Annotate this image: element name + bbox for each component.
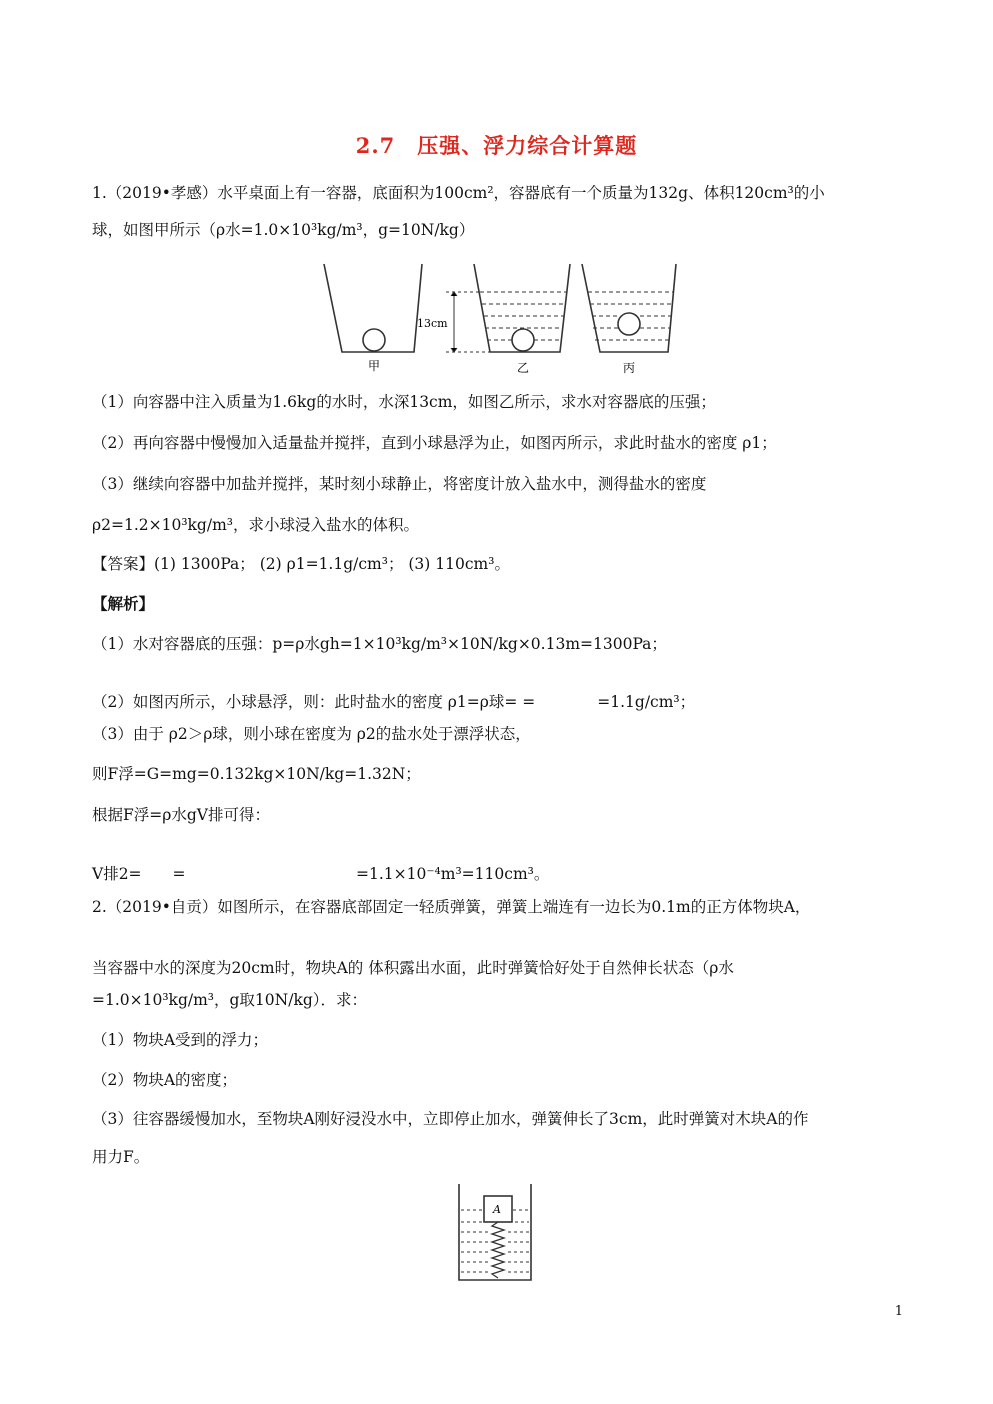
q1-part3-line1: （3）继续向容器中加盐并搅拌，某时刻小球静止，将密度计放入盐水中，测得盐水的密度: [92, 475, 707, 493]
depth-label: 13cm: [417, 317, 448, 330]
q1-answer: 【答案】(1) 1300Pa； (2) ρ1=1.1g/cm³； (3) 110cm³。: [92, 555, 510, 573]
container-yi: [474, 264, 570, 352]
q2-part1: （1）物块A受到的浮力；: [92, 1031, 269, 1049]
depth-marker: [446, 292, 490, 352]
page-number: 1: [894, 1304, 903, 1319]
q1-part3-line2: ρ2=1.2×10³kg/m³，求小球浸入盐水的体积。: [92, 516, 419, 534]
q2-figure: [455, 1182, 537, 1284]
q2-part3-line2: 用力F。: [92, 1148, 150, 1166]
q2-stem-line1: 2.（2019•自贡）如图所示，在容器底部固定一轻质弹簧，弹簧上端连有一边长为0.1m的正方体物块A，: [92, 898, 811, 916]
q2-stem-line3: =1.0×10³kg/m³，g取10N/kg）．求：: [92, 991, 368, 1009]
q2-part2: （2）物块A的密度；: [92, 1071, 238, 1089]
label-bing: 丙: [623, 361, 636, 375]
q1-figure: [318, 260, 690, 382]
q1-stem-line1: 1.（2019•孝感）水平桌面上有一容器，底面积为100cm²，容器底有一个质量为132g、体积120cm³的小: [92, 184, 825, 202]
container-jia: [324, 264, 422, 352]
water-yi: [480, 292, 566, 340]
q2-stem-line2: 当容器中水的深度为20cm时，物块A的 体积露出水面，此时弹簧恰好处于自然伸长状态（ρ水: [92, 959, 734, 977]
block-label: A: [493, 1203, 501, 1216]
q1-analysis-heading: 【解析】: [92, 594, 155, 613]
q1-analysis2: （2）如图丙所示，小球悬浮，则：此时盐水的密度 ρ1=ρ球= = =1.1g/cm³；: [92, 693, 696, 711]
q1-analysis3: （3）由于 ρ2＞ρ球，则小球在密度为 ρ2的盐水处于漂浮状态，: [92, 725, 531, 743]
q1-analysis6: V排2= = =1.1×10⁻⁴m³=110cm³。: [92, 865, 550, 883]
q1-part1: （1）向容器中注入质量为1.6kg的水时，水深13cm，如图乙所示，求水对容器底的压强；: [92, 393, 716, 411]
page-title: 2.7 压强、浮力综合计算题: [355, 133, 638, 158]
q1-part2: （2）再向容器中慢慢加入适量盐并搅拌，直到小球悬浮为止，如图丙所示，求此时盐水的密度 ρ1；: [92, 434, 777, 452]
container-bing: [582, 264, 676, 352]
q1-analysis5: 根据F浮=ρ水gV排可得：: [92, 806, 270, 824]
q2-part3-line1: （3）往容器缓慢加水，至物块A刚好浸没水中，立即停止加水，弹簧伸长了3cm，此时弹簧对木块A的作: [92, 1110, 809, 1128]
q1-stem-line2: 球，如图甲所示（ρ水=1.0×10³kg/m³，g=10N/kg）: [92, 221, 475, 239]
ball-jia: [363, 329, 385, 351]
spring: [492, 1222, 504, 1278]
ball-bing: [618, 313, 640, 335]
water-bing: [588, 292, 674, 340]
label-yi: 乙: [517, 361, 530, 375]
q1-analysis4: 则F浮=G=mg=0.132kg×10N/kg=1.32N；: [92, 765, 421, 783]
q1-analysis1: （1）水对容器底的压强：p=ρ水gh=1×10³kg/m³×10N/kg×0.13m=1300Pa；: [92, 635, 667, 653]
ball-yi: [512, 329, 534, 351]
label-jia: 甲: [368, 359, 381, 373]
